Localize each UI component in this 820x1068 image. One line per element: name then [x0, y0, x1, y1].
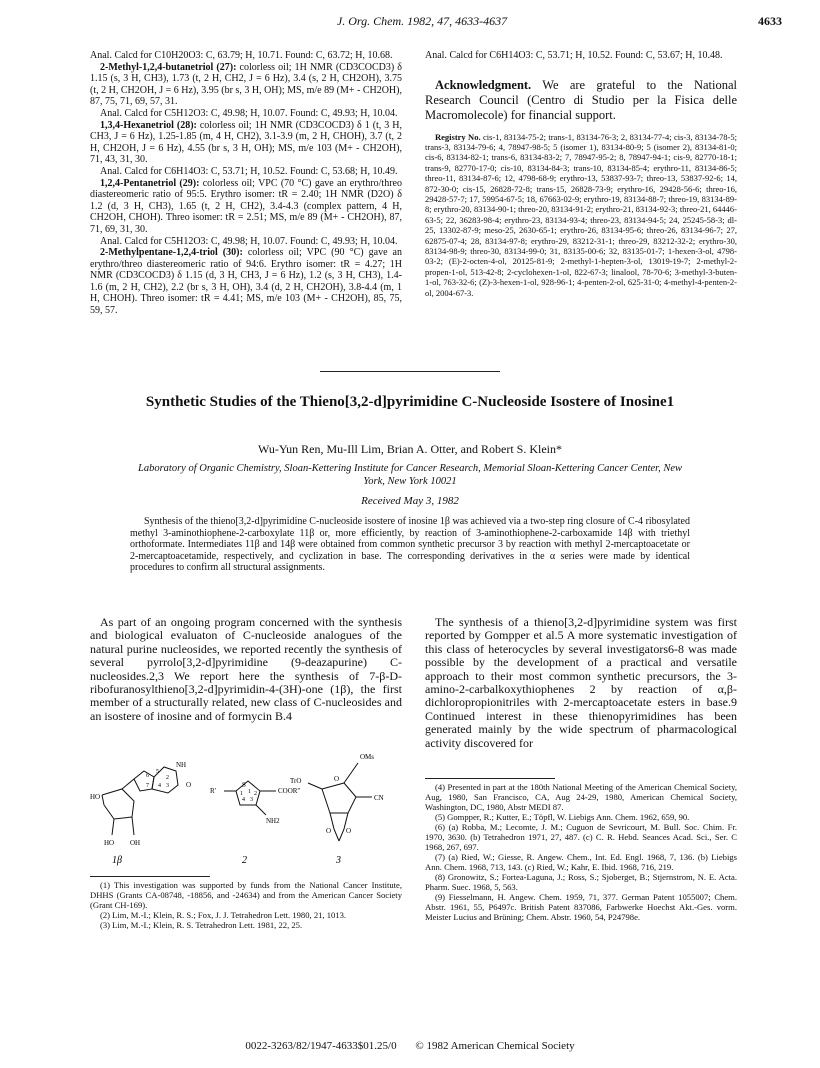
structure-atom-label: OMs — [360, 753, 375, 761]
right-top-column — [425, 50, 737, 298]
registry-label: Registry No. — [435, 131, 481, 142]
structure-atom-label: OH — [130, 839, 141, 847]
footnotes-right — [425, 782, 737, 922]
footnote: (4) Presented in part at the 180th National Meeting of the American Chemical Society, Aug, 1980, San Francisco, CA, Aug 24-29, 1980, American Chemical Society, Washington, DC, 1980, Abstr MEDI 87. — [425, 782, 737, 812]
acknowledgment-label: Acknowledgment. — [435, 77, 532, 92]
compound-name: 2-Methylpentane-1,2,4-triol (30): — [100, 247, 243, 259]
structure-atom-label: 3 — [166, 783, 169, 789]
structure-atom-label: O — [326, 827, 332, 835]
structure-atom-label: 2 — [254, 791, 257, 797]
structure-atom-label: O — [334, 775, 340, 783]
abstract: Synthesis of the thieno[3,2-d]pyrimidine C-nucleoside isostere of inosine 1β was achieved via a two-step ring closure of C-4 ribosylated methyl 3-aminothiophene-2-carboxylate 11β or, more efficiently, by reaction of 3-aminothiophene-2-carboxamide 14β with triethyl orthoformate. Intermediates 11β and 14β were obtained from common synthetic precursor 3 by reaction with methyl 2-mercaptoacetate or 2-mercaptoacetamide, respectively, and cyclization in base. The corresponding derivatives in the α series were made by identical procedures to confirm all structural assignments. — [130, 516, 690, 574]
structure-atom-label: CN — [374, 794, 384, 802]
structure-atom-label: NH — [176, 761, 187, 769]
article-code: 0022-3263/82/1947-4633$01.25/0 — [245, 1040, 397, 1052]
analysis-text: Anal. Calcd for C10H20O3: C, 63.79; H, 10.71. Found: C, 63.72; H, 10.68. — [90, 50, 393, 61]
compound-label: 3 — [336, 855, 341, 866]
analysis-text: Anal. Calcd for C5H12O3: C, 49.98; H, 10.07. Found: C, 49.93; H, 10.04. — [100, 235, 398, 247]
body-paragraph: As part of an ongoing program concerned with the synthesis and biological evaluaton of C-nucleoside analogues of the natural purine nucleosides, we reported recently the synthesis of several pyrrolo[3,2-d]pyrimidine (9-deazapurine) C-nucleosides.2,3 We report here the synthesis of 7-β-D-ribofuranosylthieno[3,2-d]pyrimidin-4-(3H)-one (1β), the first member of a structurally related, new class of C-nucleosides and an isostere of inosine and of formycin B.4 — [90, 615, 402, 723]
compound-data: colorless oil; 1H NMR (CD3COCD3) δ 1.15 (s, 3 H, CH3), 1.73 (t, 2 H, CH2, J = 6 Hz), 3.4 (s, 2 H, CH2OH), 3.75 (t, 2 H, CH2OH, J = 6 Hz), 3.95 (br s, 3 H, OH); MS, m/e 89 (M+ - CH2OH), 87, 75, 71, 69, 57, 31. — [90, 61, 402, 108]
compound-label: 1β — [112, 855, 122, 866]
copyright: © 1982 American Chemical Society — [415, 1040, 575, 1052]
footnote: (6) (a) Robba, M.; Lecomte, J. M.; Cuguon de Sevricourt, M. Bull. Soc. Chim. Fr. 1970, 3630. (b) Tetrahedron 1971, 27, 487. (c) C. R. Hebd. Seances Acad. Sci., Ser. C 1968, 267, 697. — [425, 822, 737, 852]
acknowledgment — [425, 78, 737, 123]
journal-citation: J. Org. Chem. 1982, 47, 4633-4637 — [336, 14, 508, 28]
structure-atom-label: O — [186, 781, 192, 789]
structure-atom-label: HO — [104, 839, 115, 847]
structure-atom-label: R' — [210, 787, 216, 795]
structure-atom-label: NH2 — [266, 817, 280, 825]
section-divider — [320, 371, 500, 372]
structure-atom-label: O — [346, 827, 352, 835]
running-header — [62, 14, 782, 30]
body-left-column — [90, 616, 402, 723]
structure-atom-label: 3 — [250, 797, 253, 803]
compound-name: 1,3,4-Hexanetriol (28): — [100, 119, 197, 131]
compound-data: colorless oil; VPC (90 °C) gave an erythro/threo diastereomeric ratio of 94:6. Erythro isomer: tR = 4.27; 1H NMR (CD3COCD3) δ 1.15 (d, 3 H, CH3, J = 6 Hz), 1.2 (s, 3 H, CH3), 1.4-1.6 (m, 2 H, CH2), 2.2 (br s, 3 H, OH), 3.4 (d, 2 H, CH2OH), 3.8-4.4 (m, 1 H, CHOH). Threo isomer: tR = 4.41; MS, m/e 103 (M+ - CH2OH), 85, 75, 59, 57. — [90, 247, 402, 317]
compound-paragraph — [90, 247, 402, 317]
analysis-text: Anal. Calcd for C6H14O3: C, 53.71; H, 10.52. Found: C, 53.67; H, 10.48. — [425, 50, 723, 61]
footnote: (8) Gronowitz, S.; Fortea-Laguna, J.; Ross, S.; Sjoberget, B.; Stjernstrom, N. E. Acta. Pharm. Suec. 1968, 5, 563. — [425, 872, 737, 892]
analysis-text: Anal. Calcd for C6H14O3: C, 53.71; H, 10.52. Found: C, 53.68; H, 10.49. — [100, 165, 398, 177]
compound-data: colorless oil; 1H NMR (CD3COCD3) δ 1 (t, 3 H, CH3, J = 6 Hz), 1.25-1.85 (m, 4 H, CH2), 3.1-3.9 (m, 2 H, CHOH), 3.7 (t, 2 H, CH2OH, J = 6 Hz), 4.55 (br s, 3 H, OH); MS, m/e 103 (M+ - CH2OH), 71, 43, 31, 30. — [90, 119, 402, 166]
left-top-column — [90, 50, 402, 317]
compound-data: colorless oil; VPC (70 °C) gave an erythro/threo diastereomeric ratio of 95:5. Erythro isomer: tR = 2.40; 1H NMR (D2O) δ 1.2 (d, 3 H, CH3), 1.65 (t, 2 H, CH2), 3.4-4.3 (complex pattern, 4 H, CH2OH, CHOH). Threo isomer: tR = 2.51; MS, m/e 89 (M+ - CH2OH), 87, 71, 69, 31, 30. — [90, 177, 402, 235]
compound-label: 2 — [242, 855, 247, 866]
footnote: (2) Lim, M.-I.; Klein, R. S.; Fox, J. J. Tetrahedron Lett. 1980, 21, 1013. — [100, 910, 347, 920]
compound-paragraph — [90, 120, 402, 166]
compound-name: 2-Methyl-1,2,4-butanetriol (27): — [100, 61, 237, 73]
footnote: (9) Fiesselmann, H. Angew. Chem. 1959, 71, 377. German Patent 1055007; Chem. Abstr. 1961, 55, P6497c. British Patent 837086, Farbwerke Hoechst Akt.-Ges. vorm. Meister Lucius and Brüning; Chem. Abstr. 1960, 54, P24798e. — [425, 892, 737, 922]
article-authors: Wu-Yun Ren, Mu-Ill Lim, Brian A. Otter, and Robert S. Klein* — [258, 442, 562, 456]
footnotes-left — [90, 880, 402, 930]
footnote-divider — [90, 876, 210, 877]
compound-paragraph — [90, 62, 402, 108]
structure-atom-label: HO — [90, 793, 101, 801]
footnote: (5) Gompper, R.; Kutter, E.; Töpfl, W. Liebigs Ann. Chem. 1962, 659, 90. — [435, 812, 690, 822]
structure-atom-label: 1 — [240, 791, 243, 797]
structure-atom-label: 7 — [146, 783, 149, 789]
acknowledgment-text: We are grateful to the National Research Council (Centro di Studio per la Fisica delle Macromolecole) for financial support. — [425, 77, 737, 122]
structure-atom-label: 2 — [166, 775, 169, 781]
registry-numbers — [425, 132, 737, 299]
page-footer — [90, 1040, 730, 1052]
body-right-column — [425, 616, 737, 750]
compound-name: 1,2,4-Pentanetriol (29): — [100, 177, 200, 189]
received-date: Received May 3, 1982 — [361, 495, 459, 507]
structure-atom-label: S — [242, 781, 246, 789]
footnote-divider — [425, 778, 555, 779]
footnote: (1) This investigation was supported by funds from the National Cancer Institute, DHHS (Grants CA-08748, -18856, and -24634) and from the American Cancer Society (Grant CH-169). — [90, 880, 402, 910]
article-title: Synthetic Studies of the Thieno[3,2-d]pyrimidine C-Nucleoside Isostere of Inosine1 — [145, 394, 675, 410]
page-number: 4633 — [758, 14, 782, 28]
structure-atom-label: 1 — [248, 789, 251, 795]
footnote: (7) (a) Ried, W.; Giesse, R. Angew. Chem., Int. Ed. Engl. 1968, 7, 136. (b) Liebigs Ann. Chem. 1968, 713, 143. (c) Ried, W.; Kahr, E. Ibid. 1968, 716, 219. — [425, 852, 737, 872]
author-affiliation: Laboratory of Organic Chemistry, Sloan-Kettering Institute for Cancer Research, Memorial Sloan-Kettering Cancer Center, New York, New York 10021 — [137, 463, 682, 487]
structure-atom-label: 6 — [146, 773, 149, 779]
body-paragraph: The synthesis of a thieno[3,2-d]pyrimidine system was first reported by Gompper et al.5 A more systematic investigation of this class of heterocycles by several investigators6-8 was made possible by the development of a practical and versatile approach to their most common synthetic precursors, the 3-amino-2-carbalkoxythiophenes 2 by reaction of α,β-dichloropropionitriles with 2-mercaptoacetate esters in base.9 Continued interest in these thienopyrimidines has been generated mainly by the wide spectrum of pharmacological activity discovered for — [425, 615, 737, 750]
structure-atom-label: TrO — [290, 777, 302, 785]
compound-paragraph — [90, 178, 402, 236]
footnote: (3) Lim, M.-I.; Klein, R. S. Tetrahedron Lett. 1981, 22, 25. — [100, 920, 303, 930]
structure-atom-label: 4 — [158, 783, 161, 789]
registry-text: cis-1, 83134-75-2; trans-1, 83134-76-3; 2, 83134-77-4; cis-3, 83134-78-5; trans-3, 83134-79-6; 4, 78947-98-5; 5 (isomer 1), 83134-80-9; 5 (isomer 2), 83134-81-0; cis-6, 83134-82-1; trans-6, 83134-83-2; 7, 78947-95-2; 8, 78947-94-1; cis-9, 82770-18-1; trans-9, 82770-17-0; cis-10, 83134-84-3; trans-10, 83134-85-4; erythro-11, 83134-86-5; threo-11, 83134-87-6; 12, 4798-68-9; erythro-13, 53837-93-7; threo-13, 53837-92-6; 14, 872-30-0; cis-15, 26828-72-8; trans-15, 26828-73-9; erythro-16, 29428-56-6; threo-16, 29428-57-7; 17, 59954-67-5; 18, 67663-02-9; erythro-19, 83134-88-7; threo-19, 83134-89-8; erythro-20, 83134-90-1; threo-20, 83134-91-2; erythro-21, 83134-92-3; threo-21, 64446-63-5; 22, 36283-98-4; erythro-23, 83134-93-4; threo-23, 83134-94-5; 24, 25245-58-3; dl-25, 13302-87-9; meso-25, 2630-65-1; erythro-26, 83134-95-6; threo-26, 83134-96-7; 27, 62875-07-4; 28, 83134-97-8; erythro-29, 83212-31-1; threo-29, 83212-32-2; erythro-30, 83134-98-9; threo-30, 83134-99-0; 31, 83135-00-6; 32, 83135-01-7; 1-hexen-3-ol, 4798-03-2; (E)-2-octen-4-ol, 20125-81-9; 2-methyl-1-hepten-3-ol, 13019-19-7; 2-methyl-2-propen-1-ol, 513-42-8; 2-cyclohexen-1-ol, 822-67-3; linalool, 78-70-6; 3-methyl-3-buten-1-ol, 763-32-6; (Z)-3-hexen-1-ol, 928-96-1; 4-penten-2-ol, 625-31-0; 4-methyl-4-penten-2-ol, 2004-67-3. — [425, 131, 737, 298]
analysis-text: Anal. Calcd for C5H12O3: C, 49.98; H, 10.07. Found: C, 49.93; H, 10.04. — [100, 107, 398, 119]
chemical-structures — [90, 737, 420, 872]
structure-atom-label: COOR'' — [278, 787, 300, 795]
structure-atom-label: 4 — [242, 797, 245, 803]
structure-atom-label: 5 — [156, 769, 159, 775]
